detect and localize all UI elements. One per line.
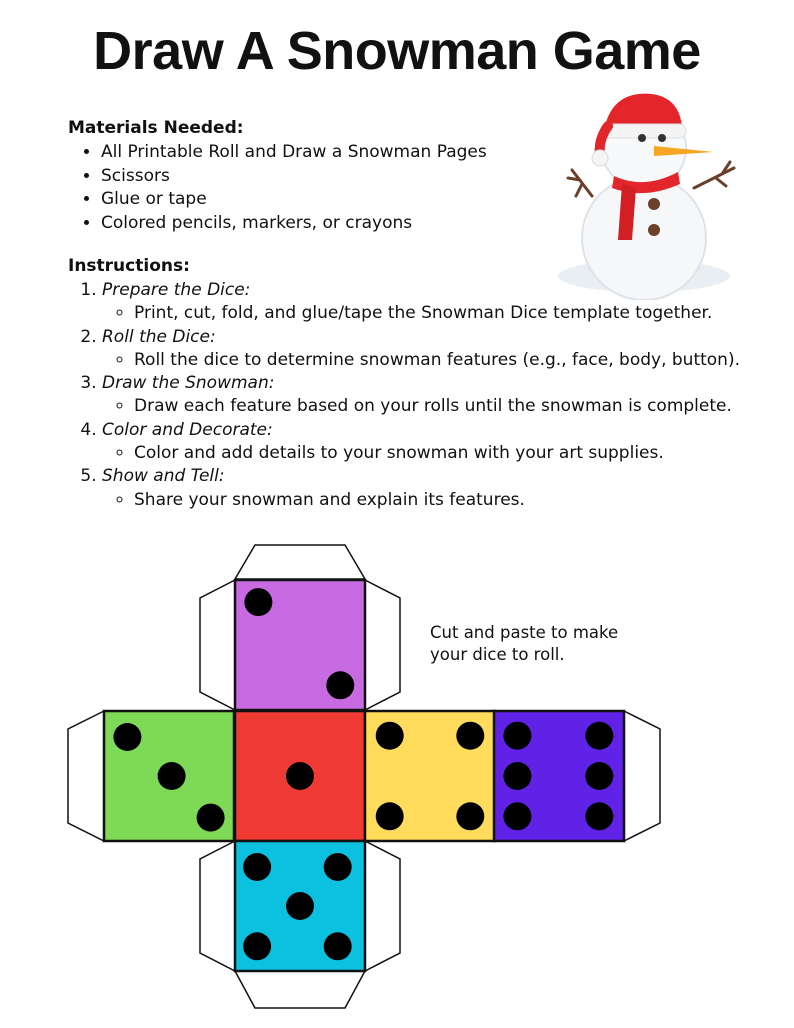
cut-note bbox=[430, 622, 618, 666]
dice-pip bbox=[113, 723, 141, 751]
dice-pip bbox=[286, 892, 314, 920]
dice-pip bbox=[456, 722, 484, 750]
dice-pip bbox=[503, 722, 531, 750]
dice-pip bbox=[456, 802, 484, 830]
dice-pip bbox=[503, 802, 531, 830]
instructions-heading: Instructions: bbox=[68, 256, 190, 276]
dice-face-bottom bbox=[235, 841, 365, 971]
step-title: Prepare the Dice: bbox=[102, 280, 251, 300]
step-detail: ◦ Roll the dice to determine snowman features (e.g., face, body, button). bbox=[134, 349, 740, 372]
glue-tab bbox=[624, 711, 660, 841]
dice-pip bbox=[585, 762, 613, 790]
step-detail: ◦ Print, cut, fold, and glue/tape the Snowman Dice template together. bbox=[134, 302, 740, 325]
step-detail: ◦ Share your snowman and explain its features. bbox=[134, 489, 740, 512]
dice-face-right bbox=[365, 711, 495, 841]
list-item: • Scissors bbox=[101, 165, 487, 189]
cut-note-line: your dice to roll. bbox=[430, 645, 565, 664]
dice-face-far-right bbox=[494, 711, 624, 841]
glue-tab bbox=[68, 711, 104, 841]
glue-tab bbox=[235, 971, 365, 1008]
dice-pip bbox=[376, 802, 404, 830]
list-item: • Colored pencils, markers, or crayons bbox=[101, 212, 487, 236]
dice-pip bbox=[243, 932, 271, 960]
dice-pip bbox=[585, 802, 613, 830]
dice-pip bbox=[244, 588, 272, 616]
glue-tab bbox=[200, 841, 235, 971]
glue-tab bbox=[200, 580, 235, 710]
dice-pip bbox=[326, 671, 354, 699]
dice-pip bbox=[376, 722, 404, 750]
dice-pip bbox=[158, 762, 186, 790]
glue-tab bbox=[365, 580, 400, 710]
dice-face-left bbox=[104, 711, 234, 841]
list-item: • All Printable Roll and Draw a Snowman Pages bbox=[101, 141, 487, 165]
dice-pip bbox=[197, 804, 225, 832]
step-detail: ◦ Color and add details to your snowman with your art supplies. bbox=[134, 442, 740, 465]
list-item: • Glue or tape bbox=[101, 188, 487, 212]
dice-pip bbox=[324, 932, 352, 960]
dice-pip bbox=[585, 722, 613, 750]
dice-pip bbox=[286, 762, 314, 790]
step-title: Roll the Dice: bbox=[102, 326, 216, 347]
step-title: Draw the Snowman: bbox=[102, 373, 275, 394]
step-title: Show and Tell: bbox=[102, 466, 225, 487]
cut-note-line: Cut and paste to make bbox=[430, 623, 619, 642]
dice-pip bbox=[503, 762, 531, 790]
dice-face-center bbox=[235, 711, 365, 841]
page-title: Draw A Snowman Game bbox=[93, 21, 701, 81]
step-title: Color and Decorate: bbox=[102, 419, 273, 440]
glue-tab bbox=[235, 545, 365, 579]
materials-heading: Materials Needed: bbox=[68, 118, 244, 138]
dice-face-top bbox=[235, 580, 365, 710]
glue-tab bbox=[365, 841, 400, 971]
dice-pip bbox=[243, 853, 271, 881]
dice-pip bbox=[324, 853, 352, 881]
step-detail: ◦ Draw each feature based on your rolls until the snowman is complete. bbox=[134, 395, 740, 418]
